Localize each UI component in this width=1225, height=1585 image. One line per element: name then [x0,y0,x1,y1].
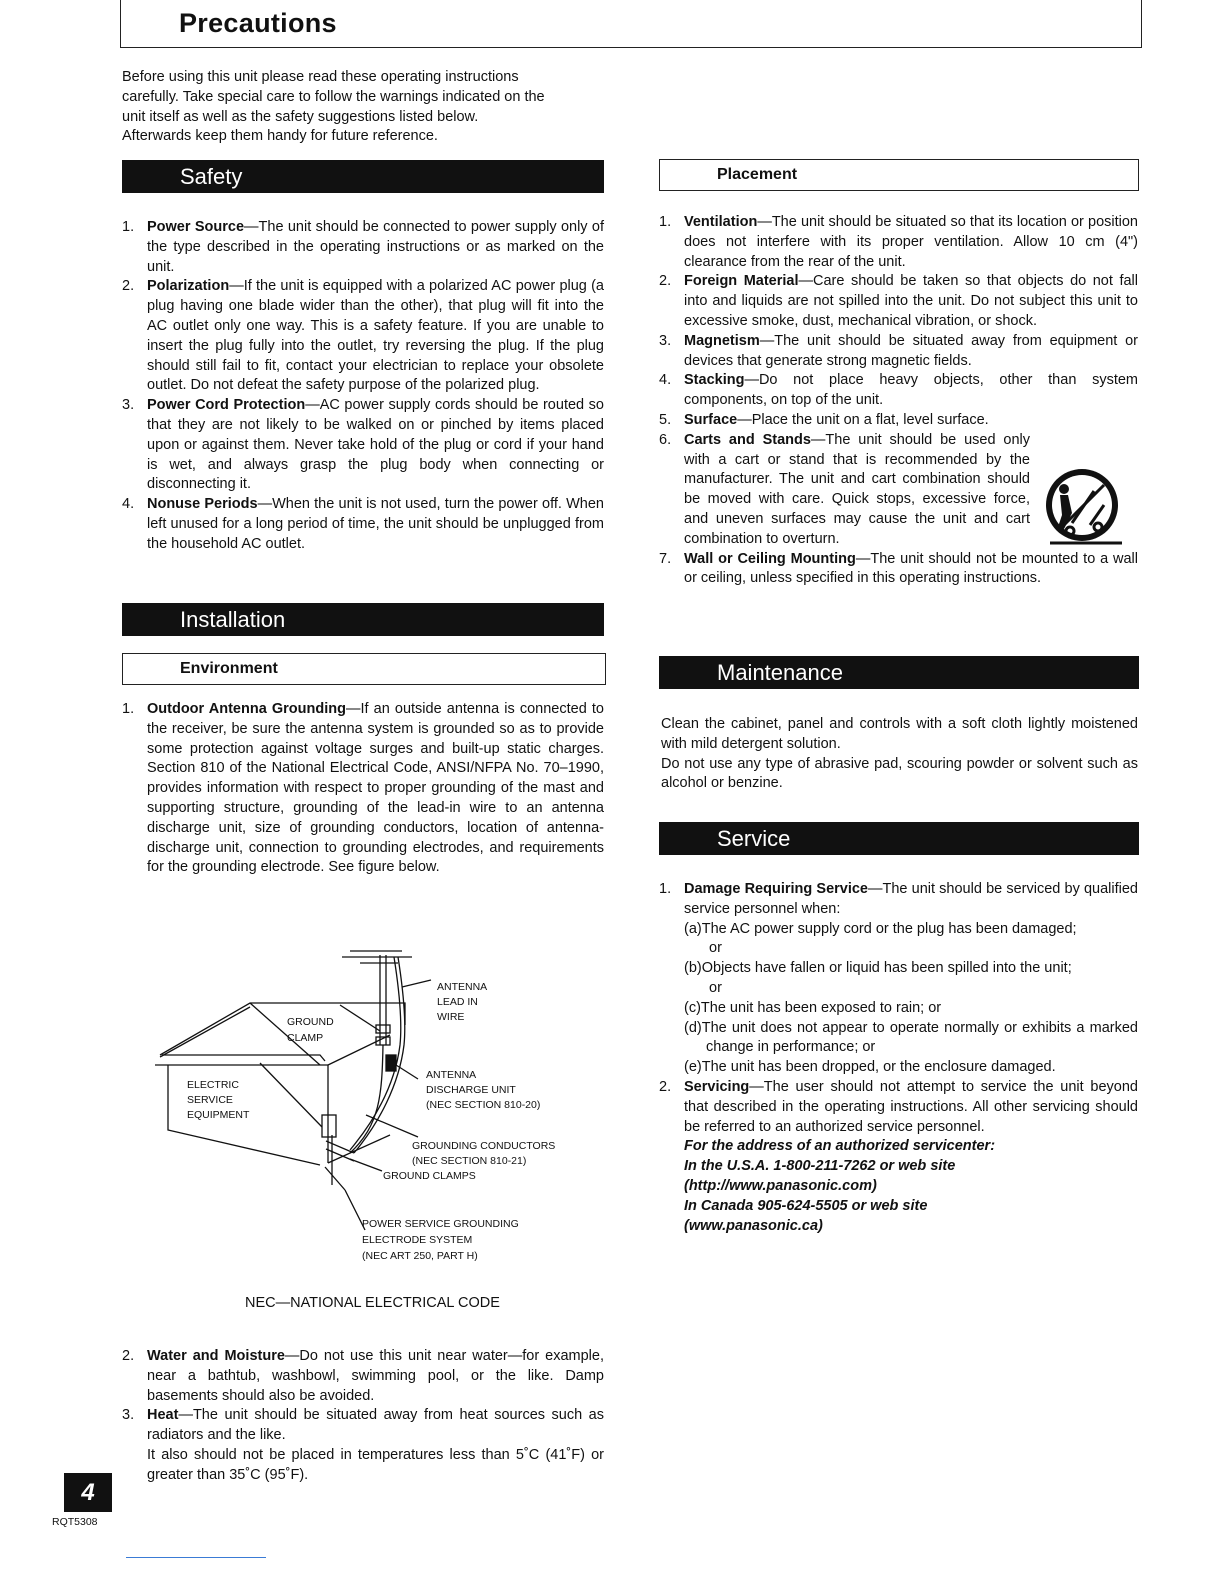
usa-website: (http://www.panasonic.com) [684,1177,877,1194]
service-item-damage: 1. Damage Requiring Service—The unit should be serviced by qualified service personnel when: (a)The AC power supply cord or the plug has been damaged; or (b)Objects have fallen or liquid has been spilled into the unit; or (c)The unit has been exposed to rain; or (d)The unit does not appear to operate normally or exhibits a marked change in performance; or (e)The unit has been dropped, or the enclosure damaged. [659,880,1138,1078]
label-discharge: ANTENNA [426,1069,477,1081]
intro-text [122,68,607,147]
service-sub-d: (d)The unit does not appear to operate normally or exhibits a marked change in performance; or [684,1019,1138,1056]
page-title-bar [120,0,1142,48]
canada-contact: In Canada 905-624-5505 or web site [684,1197,928,1214]
intro-line: Before using this unit please read these operating instructions [122,69,519,85]
label-conductors: (NEC SECTION 810-21) [412,1155,527,1167]
placement-item-carts: 6. Carts and Stands—The unit should be used only with a cart or stand that is recommended by the manufacturer. The unit and cart combination should be moved with care. Quick stops, excessive force, and uneven surfaces may cause the unit and cart combination to overturn. [659,431,1031,547]
intro-line: unit itself as well as the safety suggestions listed below. [122,108,479,125]
label-electrode: ELECTRODE SYSTEM [362,1234,473,1246]
usa-contact: In the U.S.A. 1-800-211-7262 or web site [684,1158,956,1175]
installation-heading: Installation [122,603,604,636]
label-ground-clamps: GROUND CLAMPS [383,1170,476,1182]
service-sub-b: (b)Objects have fallen or liquid has been spilled into the unit; [684,960,1072,977]
label-ground-clamp: CLAMP [287,1032,324,1044]
installation-item-water: 2. Water and Moisture—Do not use this unit near water—for example, near a bathtub, washbowl, swimming pool, or the like. Damp basements should also be avoided. [122,1348,604,1404]
label-service: EQUIPMENT [187,1109,250,1121]
maintenance-heading: Maintenance [659,656,1139,689]
doc-code: RQT5308 [52,1516,98,1528]
page-title: Precautions [179,8,337,38]
maintenance-text-2: Do not use any type of abrasive pad, scouring powder or solvent such as alcohol or benzine. [661,755,1138,792]
service-sub-a: (a)The AC power supply cord or the plug has been damaged; [684,920,1077,937]
label-ground-clamp: GROUND [287,1016,334,1028]
service-sub-c: (c)The unit has been exposed to rain; or [684,999,942,1016]
antenna-grounding-diagram [150,935,590,1275]
service-item-servicing: 2. Servicing—The user should not attempt to service the unit beyond that described in the operating instructions. All other servicing should be referred to an authorized service personnel. For the address of an authorized servicenter: In the U.S.A. 1-800-211-7262 or web site (http://www.panasonic.com) In Canada 905-624-5505 or web site (www.panasonic.ca) [659,1078,1138,1236]
safety-list [122,218,604,555]
placement-item-surface: 5. Surface—Place the unit on a flat, level surface. [659,411,989,428]
label-antenna-lead: WIRE [437,1011,465,1023]
service-list [659,880,1138,1236]
placement-item-magnetism: 3. Magnetism—The unit should be situated away from equipment or devices that generate strong magnetic fields. [659,332,1138,369]
installation-item-antenna: 1. Outdoor Antenna Grounding—If an outside antenna is connected to the receiver, be sure the antenna system is grounded so as to provide some protection against voltage surges and built-up static charges. Section 810 of the National Electrical Code, ANSI/NFPA No. 70–1990, provides information with respect to proper grounding of the mast and supporting structure, grounding of the lead-in wire to an antenna discharge unit, size of grounding conductors, location of antenna-discharge unit, connection to grounding electrodes, and requirements for the grounding electrode. See figure below. [122,701,604,876]
placement-item-wall-mounting: 7. Wall or Ceiling Mounting—The unit should not be mounted to a wall or ceiling, unless specified in this operating instructions. [659,550,1138,587]
placement-item-ventilation: 1. Ventilation—The unit should be situated so that its location or position does not interfere with its proper ventilation. Allow 10 cm (4") clearance from the rear of the unit. [659,214,1138,270]
installation-list-2 [122,1347,604,1486]
label-conductors: GROUNDING CONDUCTORS [412,1140,556,1152]
page-number: 4 [64,1473,112,1512]
label-antenna-lead: ANTENNA [437,981,488,993]
maintenance-text [661,715,1138,794]
canada-website: (www.panasonic.ca) [684,1217,823,1234]
placement-heading: Placement [659,159,1139,191]
label-service: SERVICE [187,1094,233,1106]
service-sub-e: (e)The unit has been dropped, or the enclosure damaged. [684,1059,1056,1076]
safety-item-nonuse: 4. Nonuse Periods—When the unit is not used, turn the power off. When left unused for a long period of time, the unit should be unplugged from the household AC outlet. [122,496,604,552]
footer-rule [126,1557,266,1558]
label-service: ELECTRIC [187,1079,239,1091]
environment-heading: Environment [122,653,606,685]
or-text: or [709,979,722,996]
safety-item-power-cord: 3. Power Cord Protection—AC power supply cords should be routed so that they are not likely to be walked on or pinched by items placed upon or against them. Never take hold of the plug or cord if your hand is wet, and always grasp the plug body when connecting or disconnecting it. [122,397,604,493]
label-discharge: (NEC SECTION 810-20) [426,1099,541,1111]
heat-temperature-note: It also should not be placed in temperatures less than 5˚C (41˚F) or greater than 35˚C (95˚F). [147,1446,604,1483]
nec-caption: NEC—NATIONAL ELECTRICAL CODE [245,1295,500,1311]
maintenance-text-1: Clean the cabinet, panel and controls with a soft cloth lightly moistened with mild detergent solution. [661,716,1138,752]
label-antenna-lead: LEAD IN [437,996,478,1008]
label-electrode: (NEC ART 250, PART H) [362,1250,478,1262]
label-discharge: DISCHARGE UNIT [426,1084,516,1096]
intro-line: Afterwards keep them handy for future reference. [122,128,438,145]
or-text: or [709,940,722,957]
safety-heading: Safety [122,160,604,193]
intro-line: carefully. Take special care to follow the warnings indicated on the [122,88,545,105]
placement-item-foreign-material: 2. Foreign Material—Care should be taken so that objects do not fall into and liquids are not spilled into the unit. Do not subject this unit to excessive smoke, dust, mechanical vibration, or shock. [659,273,1138,329]
servicenter-heading: For the address of an authorized servicenter: [684,1138,996,1155]
safety-item-polarization: 2. Polarization—If the unit is equipped with a polarized AC power plug (a plug having one blade wider than the other), that plug will fit into the AC outlet only one way. This is a safety feature. If you are unable to insert the plug fully into the outlet, try reversing the plug. If the plug should still fail to fit, contact your electrician to replace your obsolete outlet. Do not defeat the safety purpose of the polarized plug. [122,278,604,394]
cart-tipover-warning-icon [1032,465,1136,549]
placement-item-stacking: 4. Stacking—Do not place heavy objects, other than system components, on top of the unit. [659,372,1138,409]
installation-item-heat: 3. Heat—The unit should be situated away from heat sources such as radiators and the like. It also should not be placed in temperatures less than 5˚C (41˚F) or greater than 35˚C (95˚F). [122,1406,604,1485]
installation-list-1 [122,700,604,878]
service-heading: Service [659,822,1139,855]
safety-item-power-source: 1. Power Source—The unit should be connected to power supply only of the type described in the operating instructions or as marked on the unit. [122,219,604,275]
label-electrode: POWER SERVICE GROUNDING [362,1218,519,1230]
